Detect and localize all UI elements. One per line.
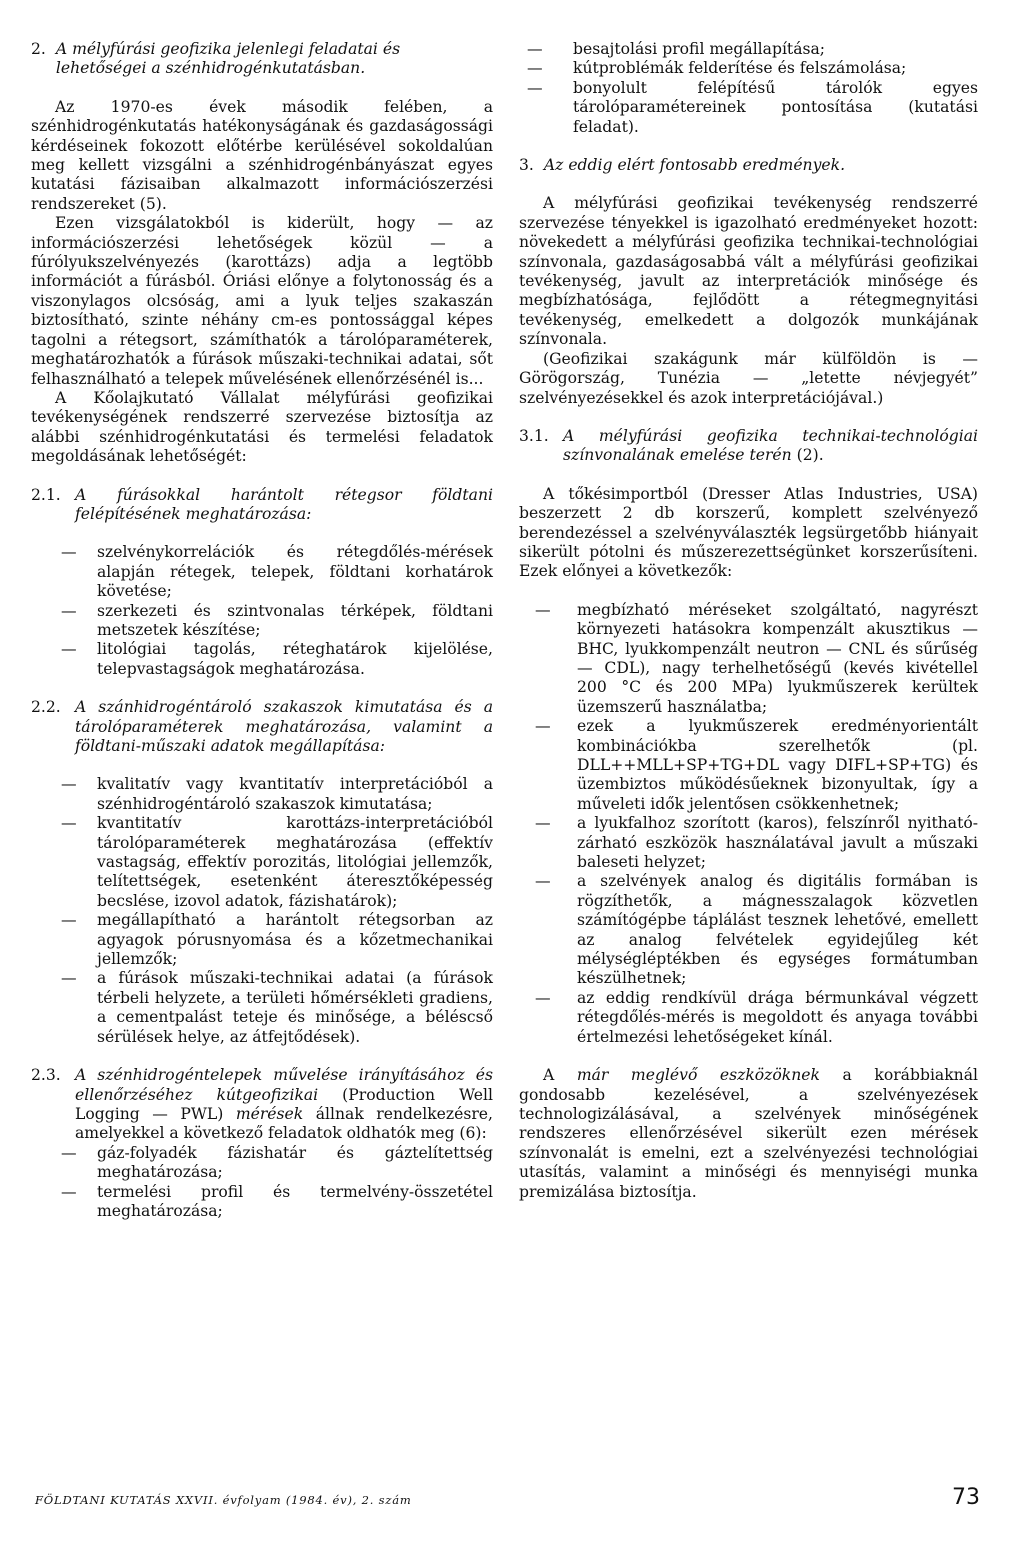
subsection-2-1-heading [31, 486, 493, 525]
subsection-title [75, 1066, 493, 1144]
subsection-title: A szánhidrogéntároló szakaszok kimutatása és a tárolóparaméterek meghatározása, valamint a földtani-műszaki adatok megállapítása: [75, 698, 493, 755]
list-item: — megbízható méréseket szolgáltató, nagyrészt környezeti hatásokra kompenzált akusztikus — BHC, lyukkompenzált neutron — CNL és sűrűség — CDL), nagy terhelhetőségű (kevés kivétellel 200 °C és 200 MPa) lyukműszerek kerültek üzemszerű használatba; [519, 601, 978, 717]
list-item: — szelvénykorrelációk és rétegdőlés-mérések alapján rétegek, telepek, földtani korhatárok követése; [31, 543, 493, 601]
list-item: — besajtolási profil megállapítása; [519, 40, 978, 59]
list-item: — az eddig rendkívül drága bérmunkával végzett rétegdőlés-mérés is megoldott és anyaga további értelmezési lehetőségeket kínál. [519, 989, 978, 1047]
section-2-heading [31, 40, 493, 79]
subsection-number: 2.2. [31, 698, 61, 717]
section-title: Az eddig elért fontosabb eredmények. [543, 156, 846, 175]
paragraph: A tőkésimportból (Dresser Atlas Industries, USA) beszerzett 2 db korszerű, komplett szelvényező berendezéssel a szelvényválaszték legsürgetőbb hiányait sikerült pótolni és műszerezettségünket korszerűsíteni. Ezek előnyei a következők: [519, 484, 978, 581]
advantages-list [519, 601, 978, 1047]
page-footer [35, 1485, 980, 1510]
list-item: — a lyukfalhoz szorított (karos), felszínről nyitható-zárható eszközök használatával javult a műszaki baleseti helyzet; [519, 814, 978, 872]
paragraph-part: a korábbiaknál gondosabb kezelésével, a szelvényezések technologizálásával, a szelvények minőségének rendszeres ellenőrzésével sikerült ezen mérések színvonalát is emelni, ezt a szelvényezési technológiai utasítás, valamint a minőségi és mennyiségi munka premizálása biztosítja. [519, 1066, 979, 1201]
paragraph: A mélyfúrási geofizikai tevékenység rendszerré szervezése tényekkel is igazolható eredményeket hozott: növekedett a mélyfúrási geofizika technikai-technológiai színvonala, gazdaságosabbá vált a mélyfúrási geofizikai tevékenység, javult az interpretációk minősége és megbízhatósága, fejlődött a rétegmegnyitási tevékenység, emelkedett a dolgozók munkájának színvonala. [519, 194, 978, 349]
section-number: 2. [31, 40, 46, 58]
page-number: 73 [952, 1485, 980, 1510]
journal-citation: FÖLDTANI KUTATÁS XXVII. évfolyam (1984. év), 2. szám [35, 1493, 412, 1507]
continued-list [519, 40, 978, 137]
list-item: — kvantitatív karottázs-interpretációból tárolóparaméterek meghatározása (effektív vastagság, effektív porozitás, litológiai jellemzők, telítettségek, esetenként áteresztőképesség becslése, izovol adatok, fázishatárok); [31, 814, 493, 911]
section-title: A mélyfúrási geofizika jelenlegi feladatai és lehetőségei a szénhidrogénkutatásban. [55, 40, 401, 78]
list-item: — a szelvények analog és digitális formában is rögzíthetők, a mágnesszalagok közvetlen számítógépbe táplálást tesznek lehetővé, emellett az analog felvételek egyidejűleg két mélységléptékben és egységes formátumban készülhetnek; [519, 872, 978, 988]
subsection-2-1-list [31, 543, 493, 679]
subsection-title-part: (Production Well Logging — PWL) [75, 1085, 493, 1123]
section-number: 3. [519, 156, 534, 175]
paragraph: Az 1970-es évek második felében, a szénhidrogénkutatás hatékonyságának és gazdaságossági kérdéseinek fokozott előtérbe kerülésével sokoldalúan meg kellett vizsgálni a szénhidrogénbányászat egyes kutatási fázisaiban alkalmazott információszerzési rendszereket (5). [31, 97, 493, 213]
subsection-title-part: A mélyfúrási geofizika technikai-technológiai színvonalának emelése terén [563, 426, 978, 465]
subsection-2-3-heading [31, 1066, 493, 1144]
subsection-2-2-list [31, 775, 493, 1047]
subsection-title-part: A szénhidrogéntelepek művelése irányításához és ellenőrzéséhez kútgeofizikai [75, 1066, 493, 1104]
subsection-title-part: állnak rendelkezésre, amelyekkel a következő feladatok oldhatók meg (6): [75, 1104, 493, 1143]
list-item: — litológiai tagolás, réteghatárok kijelölése, telepvastagságok meghatározása. [31, 640, 493, 679]
paragraph: (Geofizikai szakágunk már külföldön is — Görögország, Tunézia — „letette névjegyét” szelvényezésekkel és azok interpretációjával.) [519, 349, 978, 407]
subsection-number: 2.1. [31, 485, 61, 504]
list-item: — megállapítható a harántolt rétegsorban az agyagok pórusnyomása és a kőzetmechanikai jellemzők; [31, 911, 493, 969]
list-item: — gáz-folyadék fázishatár és gáztelítettség meghatározása; [31, 1144, 493, 1183]
section-3-heading [519, 156, 978, 175]
list-item: — termelési profil és termelvény-összetétel meghatározása; [31, 1183, 493, 1222]
list-item: — szerkezeti és szintvonalas térképek, földtani metszetek készítése; [31, 602, 493, 641]
paragraph: Ezen vizsgálatokból is kiderült, hogy — az információszerzési lehetőségek közül — a fúrólyukszelvényezés (karottázs) adja a legtöbb információt a fúrásból. Óriási előnye a folytonosság és a viszonylagos olcsóság, ami a lyuk teljes szakaszán biztosítható, szinte néhány cm-es pontossággal képes tagolni a rétegsort, számíthatók a tárolóparaméterek, meghatározhatók a fúrások műszaki-technikai adatai, sőt felhasználható a telepek művelésének ellenőrzésénél is... [31, 214, 493, 388]
subsection-2-2-heading [31, 698, 493, 756]
paragraph [519, 1066, 978, 1202]
list-item: — a fúrások műszaki-technikai adatai (a fúrások térbeli helyzete, a területi hőmérsékleti gradiens, a cementpalást teteje és minősége, a béléscső sérülések helye, az átfejtődések). [31, 969, 493, 1047]
right-column [519, 40, 978, 1202]
subsection-title [563, 427, 978, 466]
subsection-2-3-list [31, 1144, 493, 1222]
subsection-number: 2.3. [31, 1066, 61, 1085]
subsection-title-part: (2). [791, 446, 824, 465]
subsection-title: A fúrásokkal harántolt rétegsor földtani felépítésének meghatározása: [75, 485, 493, 523]
subsection-number: 3.1. [519, 426, 549, 445]
list-item: — bonyolult felépítésű tárolók egyes tárolóparamétereinek pontosítása (kutatási feladat). [519, 79, 978, 137]
list-item: — ezek a lyukműszerek eredményorientált kombinációkba szerelhetők (pl. DLL++MLL+SP+TG+DL vagy DIFL+SP+TG) és üzembiztos működésűeknek bizonyultak, így a műveleti idők jelentősen csökkenhetnek; [519, 717, 978, 814]
list-item: — kútproblémák felderítése és felszámolása; [519, 59, 978, 78]
list-item: — kvalitatív vagy kvantitatív interpretációból a szénhidrogéntároló szakaszok kimutatása; [31, 775, 493, 814]
paragraph-part: már meglévő eszközöknek [576, 1066, 820, 1085]
paragraph-part: A [543, 1066, 577, 1085]
subsection-title-part: mérések [235, 1104, 304, 1123]
paragraph: A Kőolajkutató Vállalat mélyfúrási geofizikai tevékenységének rendszerré szervezése biztosítja az alábbi szénhidrogénkutatási és termelési feladatok megoldásának lehetőségét: [31, 388, 493, 466]
left-column [31, 40, 493, 1221]
subsection-3-1-heading [519, 427, 978, 466]
